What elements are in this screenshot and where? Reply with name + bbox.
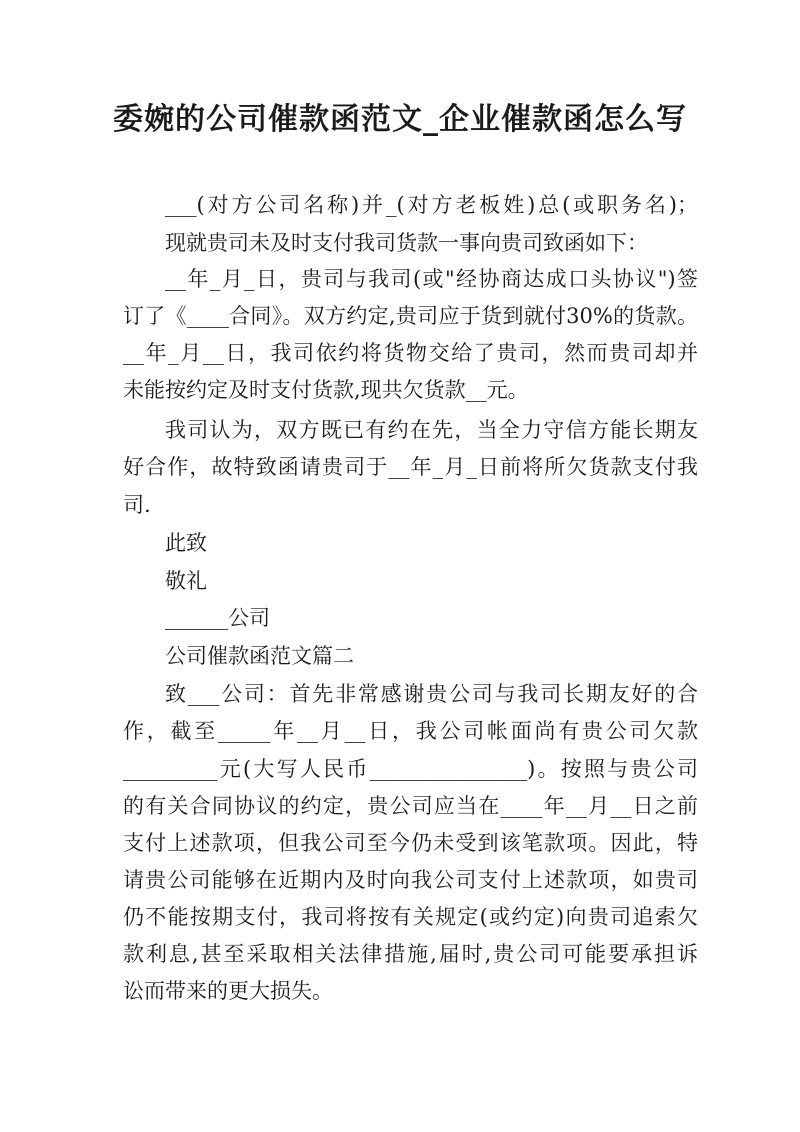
closing-salutation: 此致 xyxy=(165,531,207,555)
signature-company: ______公司 xyxy=(165,606,270,630)
paragraph-line: __年_月_日，贵司与我司(或"经协商达成口头协议")签 xyxy=(165,267,698,291)
paragraph-line: 未能按约定及时支付货款,现共欠货款__元。 xyxy=(123,378,529,402)
paragraph-line: 款利息,甚至采取相关法律措施,届时,贵公司可能要承担诉 xyxy=(123,942,698,966)
paragraph-line: 讼而带来的更大损失。 xyxy=(123,979,333,1003)
paragraph-line: 现就贵司未及时支付我司货款一事向贵司致函如下： xyxy=(165,231,648,255)
paragraph-line: ___(对方公司名称)并_(对方老板姓)总(或职务名)； xyxy=(165,193,698,217)
paragraph-line: 订了《____合同》。双方约定,贵司应于货到就付30%的货款。 xyxy=(123,304,698,328)
closing-salutation: 敬礼 xyxy=(165,569,207,593)
document-title: 委婉的公司催款函范文_企业催款函怎么写 xyxy=(113,102,687,137)
section-heading: 公司催款函范文篇二 xyxy=(165,644,354,668)
paragraph-line: 作，截至_____年__月__日，我公司帐面尚有贵公司欠款 xyxy=(123,719,698,743)
paragraph-line: 致___公司：首先非常感谢贵公司与我司长期友好的合 xyxy=(165,682,698,706)
paragraph-line: 的有关合同协议的约定，贵公司应当在____年__月__日之前 xyxy=(123,794,698,818)
paragraph-line: _________元(大写人民币_______________)。按照与贵公司 xyxy=(123,757,698,781)
paragraph-line: 好合作，故特致函请贵司于__年_月_日前将所欠货款支付我 xyxy=(123,455,698,479)
paragraph-line: 仍不能按期支付，我司将按有关规定(或约定)向贵司追索欠 xyxy=(123,905,698,929)
paragraph-line: __年_月__日，我司依约将货物交给了贵司，然而贵司却并 xyxy=(123,341,698,365)
paragraph-line: 支付上述款项，但我公司至今仍未受到该笔款项。因此，特 xyxy=(123,831,698,855)
paragraph-line: 司. xyxy=(123,493,151,517)
paragraph-line: 我司认为，双方既已有约在先，当全力守信方能长期友 xyxy=(165,418,698,442)
paragraph-line: 请贵公司能够在近期内及时向我公司支付上述款项，如贵司 xyxy=(123,868,698,892)
